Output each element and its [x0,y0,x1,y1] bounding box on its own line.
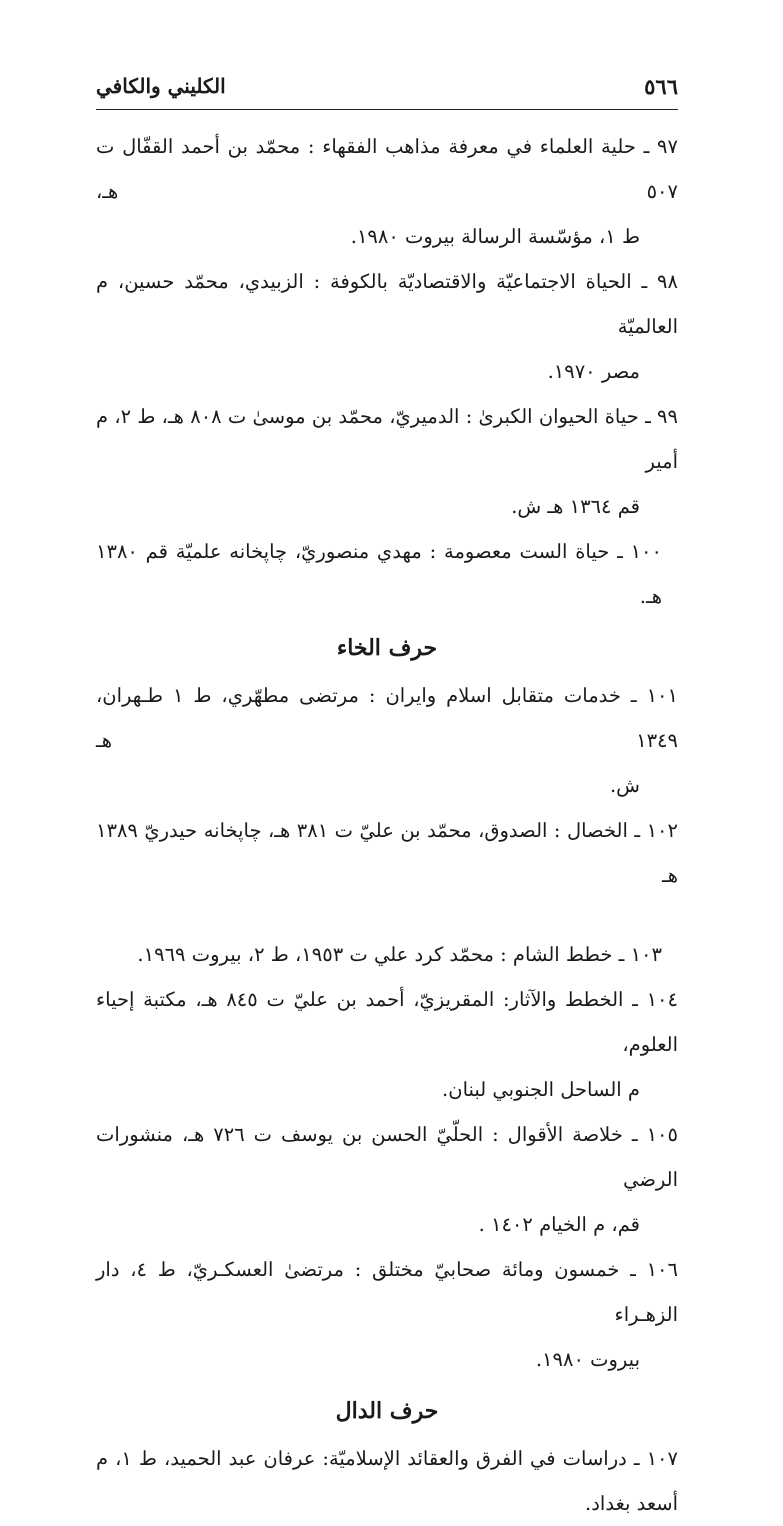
section-heading-kha: حرف الخاء [336,635,438,661]
entry-line: ١٠٢ ـ الخصال : الصدوق، محمّد بن عليّ ت ٣٨١ هـ، چاپخانه حيدريّ ١٣٨٩ هـ [96,819,678,887]
entry-continuation: قم ١٣٦٤ هـ ش. [511,495,640,518]
page-number: ٥٦٦ [644,74,678,99]
entry-continuation: ش. [609,774,640,797]
entry-line: ١٠٣ ـ خطط الشام : محمّد كرد علي ت ١٩٥٣، ط ٢، بيروت ١٩٦٩. [137,943,662,966]
entry-line: ١٠٠ ـ حياة الست معصومة : مهدي منصوريّ، چاپخانه علميّة قم ١٣٨٠ هـ. [96,540,662,608]
bibliography-entry-105 [96,1112,678,1247]
bibliography-entry-107 [96,1436,678,1526]
entry-continuation: قم، م الخيام ١٤٠٢ . [478,1213,640,1236]
entry-line: ١٠٥ ـ خلاصة الأقوال : الحلّيّ الحسن بن يوسف ت ٧٢٦ هـ، منشورات الرضي [96,1123,678,1191]
bibliography-entry-104 [96,977,678,1112]
entry-line: ٩٧ ـ حلية العلماء في معرفة مذاهب الفقهاء : محمّد بن أحمد القفّال ت ٥٠٧ هـ، [96,135,678,203]
entry-line: ٩٩ ـ حياة الحيوان الكبرىٰ : الدميريّ، محمّد بن موسىٰ ت ٨٠٨ هـ، ط ٢، م أمير [96,405,678,473]
bibliography-entry-99 [96,394,678,529]
entry-line: ١٠٧ ـ دراسات في الفرق والعقائد الإسلاميّة: عرفان عبد الحميد، ط ١، م أسعد بغداد. [96,1447,678,1515]
bibliography-body [96,124,678,1526]
entry-continuation: ط ١، مؤسّسة الرسالة بيروت ١٩٨٠. [350,225,640,248]
bibliography-entry-97 [96,124,678,259]
entry-continuation: مصر ١٩٧٠. [547,360,640,383]
bibliography-entry-103 [96,932,678,977]
bibliography-entry-102 [96,808,678,898]
entry-continuation: م الساحل الجنوبي لبنان. [442,1078,640,1101]
bibliography-entry-101 [96,673,678,808]
running-head [96,72,678,106]
entry-line: ١٠٤ ـ الخطط والآثار: المقريزيّ، أحمد بن عليّ ت ٨٤٥ هـ، مكتبة إحياء العلوم، [96,988,678,1056]
header-rule [96,109,678,110]
entry-line: ٩٨ ـ الحياة الاجتماعيّة والاقتصاديّة بالكوفة : الزبيدي، محمّد حسين، م العالميّة [96,270,678,338]
bibliography-entry-100 [96,529,678,619]
entry-continuation: بيروت ١٩٨٠. [535,1348,640,1371]
bibliography-entry-98 [96,259,678,394]
bibliography-entry-106 [96,1247,678,1382]
section-heading-dal: حرف الدال [335,1398,439,1424]
entry-line: ١٠٦ ـ خمسون ومائة صحابيّ مختلق : مرتضىٰ العسكـريّ، ط ٤، دار الزهـراء [96,1258,678,1326]
entry-line: ١٠١ ـ خدمات متقابل اسلام وايران : مرتضى مطهّري، ط ١ طـهران، ١٣٤٩ هـ [96,684,678,752]
running-title: الكليني والكافي [96,74,226,98]
